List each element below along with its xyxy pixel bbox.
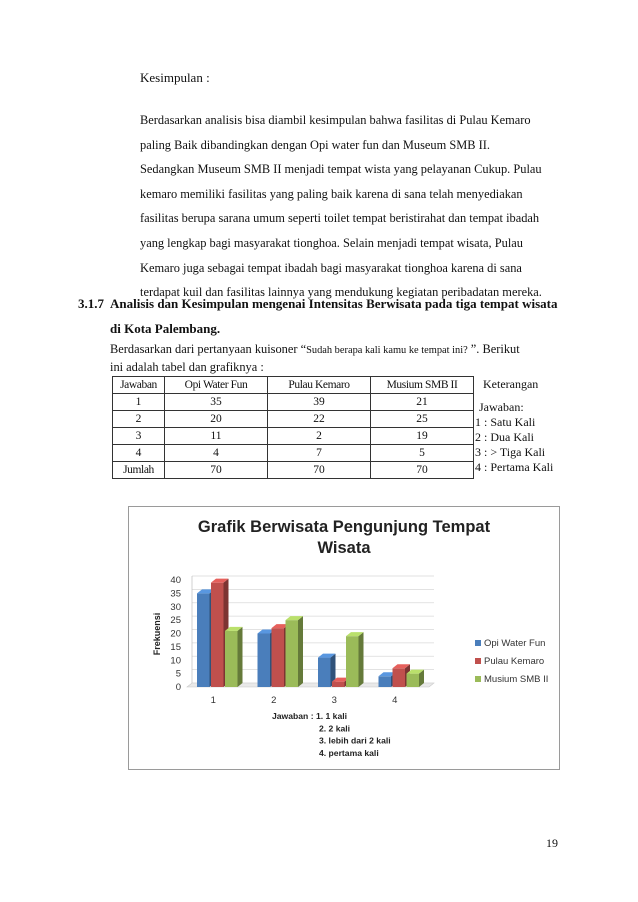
table-header-cell: Musium SMB II [371,377,474,394]
bar-front [318,658,331,687]
section-number: 3.1.7 [78,296,104,311]
legend-swatch [475,640,481,646]
legend-swatch [475,658,481,664]
bar-chart [129,507,559,769]
bar [346,632,364,687]
bar [407,670,425,687]
page-number: 19 [546,836,558,850]
chart-container [128,506,560,770]
table-cell: 21 [371,394,474,411]
bar [225,627,243,687]
table-cell: 39 [268,394,371,411]
conclusion-line: kemaro memiliki fasilitas yang paling baik karena di sana telah menyediakan [140,186,523,201]
bar-front [225,631,238,687]
legend-box-item: 4 : Pertama Kali [475,460,554,474]
y-axis-label: Frekuensi [152,612,162,656]
table-header-cell: Jawaban [113,377,165,394]
section-intro-line2: ini adalah tabel dan grafiknya : [110,360,264,374]
table-cell: 1 [113,394,165,411]
bar-front [379,676,392,687]
legend-box-item: 2 : Dua Kali [475,430,534,444]
x-tick-label: 2 [271,695,277,706]
y-tick-label: 25 [170,615,181,627]
table-row [113,445,474,462]
table-cell: 11 [165,428,268,445]
conclusion-line: Kemaro juga sebagai tempat ibadah bagi masyarakat tionghoa karena di sana [140,260,522,275]
table-header-row [113,377,474,394]
table-cell: 19 [371,428,474,445]
bar-front [258,634,271,688]
conclusion-line: paling Baik dibandingkan dengan Opi water fun dan Museum SMB II. [140,137,490,152]
y-tick-label: 5 [175,668,181,680]
table-cell: 70 [165,462,268,479]
table-cell: 35 [165,394,268,411]
conclusion-line: Berdasarkan analisis bisa diambil kesimpulan bahwa fasilitas di Pulau Kemaro [140,113,531,127]
table-cell: 22 [268,411,371,428]
legend-label: Musium SMB II [484,674,549,685]
conclusion-line: terdapat kuil dan fasilitas lainnya yang mendukung kegiatan peribadatan mereka. [140,285,542,300]
conclusion-line: yang lengkap bagi masyarakat tionghoa. Selain menjadi tempat wisata, Pulau [140,235,523,250]
bar-side [238,627,243,687]
table-cell: 4 [165,445,268,462]
legend-box-subtitle: Jawaban: [479,400,524,414]
section-intro [110,342,520,357]
frequency-table [112,376,474,479]
table-cell: 5 [371,445,474,462]
intro-text: ”. Berikut [467,342,520,356]
y-tick-label: 15 [170,641,181,653]
bar-front [272,628,285,687]
y-tick-label: 10 [170,655,181,667]
table-row [113,394,474,411]
x-axis-label-line: 2. 2 kali [319,723,351,734]
y-tick-label: 20 [170,628,181,640]
bar-side [359,632,364,687]
y-tick-label: 0 [175,682,181,693]
table-header-cell: Pulau Kemaro [268,377,371,394]
x-axis-label-line: Jawaban : 1. 1 kali [272,711,347,721]
x-axis-label-line: 4. pertama kali [319,747,379,758]
legend-swatch [475,676,481,682]
section-title-line: di Kota Palembang. [110,321,221,336]
table-row [113,411,474,428]
bar-front [332,682,345,687]
bar-front [211,583,224,687]
legend-box-item: 3 : > Tiga Kali [475,445,546,459]
y-tick-label: 40 [170,575,181,586]
legend-box-item: 1 : Satu Kali [475,415,536,429]
legend-box-title: Keterangan [483,377,539,391]
section-title-line: Analisis dan Kesimpulan mengenai Intensitas Berwisata pada tiga tempat wisata [110,296,558,311]
bar-side [298,616,303,687]
table-cell: 70 [268,462,371,479]
conclusion-line: Sedangkan Museum SMB II menjadi tempat wista yang pelayanan Cukup. Pulau [140,162,542,177]
table-cell: 2 [268,428,371,445]
bar-front [346,636,359,687]
table-cell: 25 [371,411,474,428]
table-total-row [113,462,474,479]
chart-title-line: Grafik Berwisata Pengunjung Tempat [197,518,491,536]
intro-text: Berdasarkan dari pertanyaan kuisoner “ [110,342,307,356]
x-tick-label: 4 [392,695,398,706]
section-title [110,291,560,341]
x-tick-label: 3 [331,695,337,706]
bar-front [407,674,420,687]
bar-front [286,620,299,687]
conclusion-line: fasilitas berupa sarana umum seperti toilet tempat beristirahat dan tempat ibadah [140,211,540,226]
table-cell: 7 [268,445,371,462]
table-cell: 4 [113,445,165,462]
legend-label: Opi Water Fun [484,638,546,649]
conclusion-paragraph [140,108,560,305]
bar-front [393,668,406,687]
table-cell: 70 [371,462,474,479]
bar [286,616,304,687]
table-header-cell: Opi Water Fun [165,377,268,394]
conclusion-heading: Kesimpulan : [140,70,210,85]
legend-label: Pulau Kemaro [484,656,545,667]
table-row [113,428,474,445]
x-tick-label: 1 [210,695,216,706]
x-axis-label-line: 3. lebih dari 2 kali [319,735,391,746]
table-cell: 20 [165,411,268,428]
y-tick-label: 35 [170,588,181,600]
bar-front [197,593,210,687]
y-tick-label: 30 [170,601,181,613]
table-cell: Jumlah [113,462,165,479]
table-cell: 2 [113,411,165,428]
chart-title-line: Wisata [317,539,371,557]
table-cell: 3 [113,428,165,445]
questionnaire-question: Sudah berapa kali kamu ke tempat ini? [306,345,468,356]
